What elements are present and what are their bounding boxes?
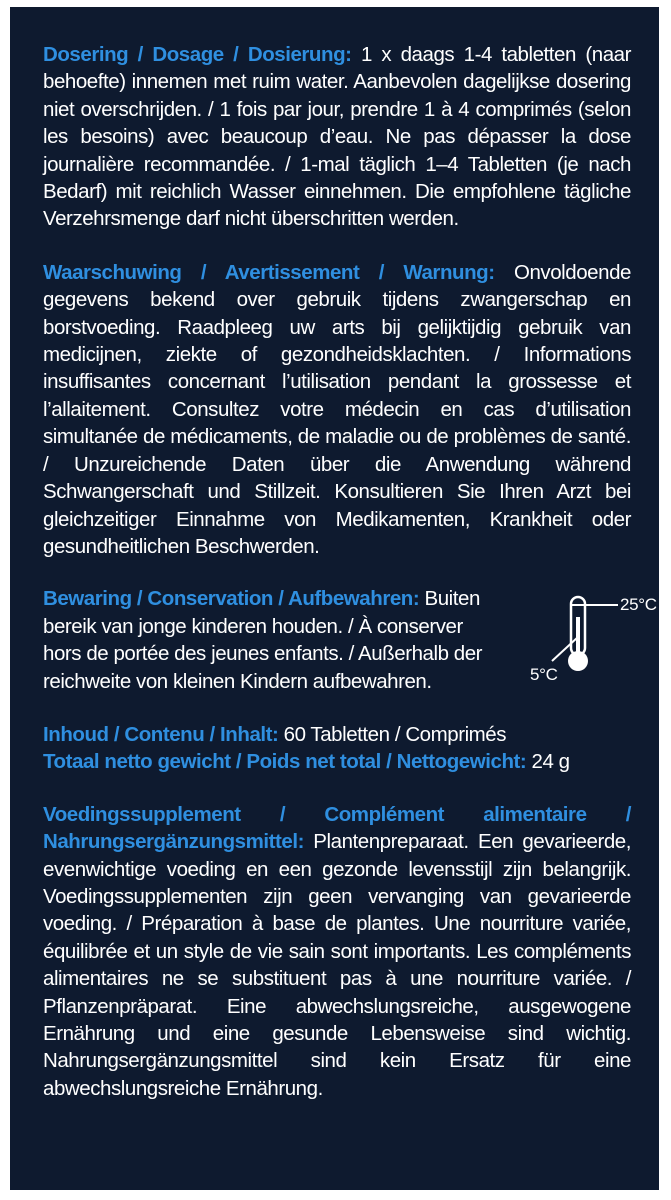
supplement-section	[43, 801, 631, 1102]
dosage-section	[43, 41, 631, 233]
dosage-text: 1 x daags 1-4 tabletten (naar behoefte) innemen met ruim water. Aanbevolen dagelijkse dosering niet overschrijden. / 1 fois par jour, prendre 1 à 4 comprimés (selon les besoins) avec beaucoup d’eau. Ne pas dépasser la dose journalière recommandée. / 1-mal täglich 1–4 Tabletten (je nach Bedarf) mit reichlich Wasser einnehmen. Die empfohlene tägliche Verzehrsmenge darf nicht überschritten werden.	[43, 43, 631, 231]
contents-text: 60 Tabletten / Comprimés	[278, 722, 507, 746]
thermometer-icon	[530, 581, 657, 691]
weight-line	[43, 748, 631, 775]
warning-section	[43, 259, 631, 560]
storage-section	[43, 585, 657, 695]
weight-heading: Totaal netto gewicht / Poids net total / Nettogewicht:	[43, 750, 527, 774]
min-temperature-label: 5°C	[530, 665, 558, 685]
product-label-panel	[10, 7, 659, 1190]
storage-body	[43, 585, 505, 695]
contents-heading: Inhoud / Contenu / Inhalt:	[43, 722, 279, 746]
warning-heading: Waarschuwing / Avertissement / Warnung:	[43, 260, 495, 284]
contents-line	[43, 721, 631, 748]
max-temperature-label: 25°C	[620, 595, 657, 615]
storage-heading: Bewaring / Conservation / Aufbewahren:	[43, 587, 420, 611]
contents-section	[43, 721, 631, 776]
supplement-heading: Voedingssupplement / Complément alimentaire / Nahrungsergänzungsmittel:	[43, 802, 631, 854]
dosage-heading: Dosering / Dosage / Dosierung:	[43, 43, 352, 66]
supplement-text: Plantenpreparaat. Een gevarieerde, evenwichtige voeding en een gezonde levensstijl zijn belangrijk. Voedingssupplementen zijn geen vervanging van gevarieerde voeding. / Préparation à base de plantes. Une nourriture variée, équilibrée et un style de vie sain sont importants. Les compléments alimentaires ne se substituent pas à une nourriture variée. / Pflanzenpräparat. Eine abwechslungsreiche, ausgewogene Ernährung und eine gesunde Lebensweise sind wichtig. Nahrungsergänzungsmittel sind kein Ersatz für eine abwechslungsreiche Ernährung.	[43, 830, 631, 1100]
warning-text: Onvoldoende gegevens bekend over gebruik tijdens zwangerschap en borstvoeding. Raadpleeg uw arts bij gelijktijdig gebruik van medicijnen, ziekte of gezondheidsklachten. / Informations insuffisantes concernant l’utilisation pendant la grossesse et l’allaitement. Consultez votre médecin en cas d’utilisation simultanée de médicaments, de maladie ou de problèmes de santé. / Unzureichende Daten über die Anwendung während Schwangerschaft und Stillzeit. Konsultieren Sie Ihren Arzt bei gleichzeitiger Einnahme von Medikamenten, Krankheit oder gesundheitlichen Beschwerden.	[43, 260, 631, 558]
storage-text: Buiten bereik van jonge kinderen houden. / À conserver hors de portée des jeunes enfants. / Außerhalb der reichweite von kleinen Kindern aufbewahren.	[43, 587, 483, 693]
weight-text: 24 g	[526, 750, 570, 774]
